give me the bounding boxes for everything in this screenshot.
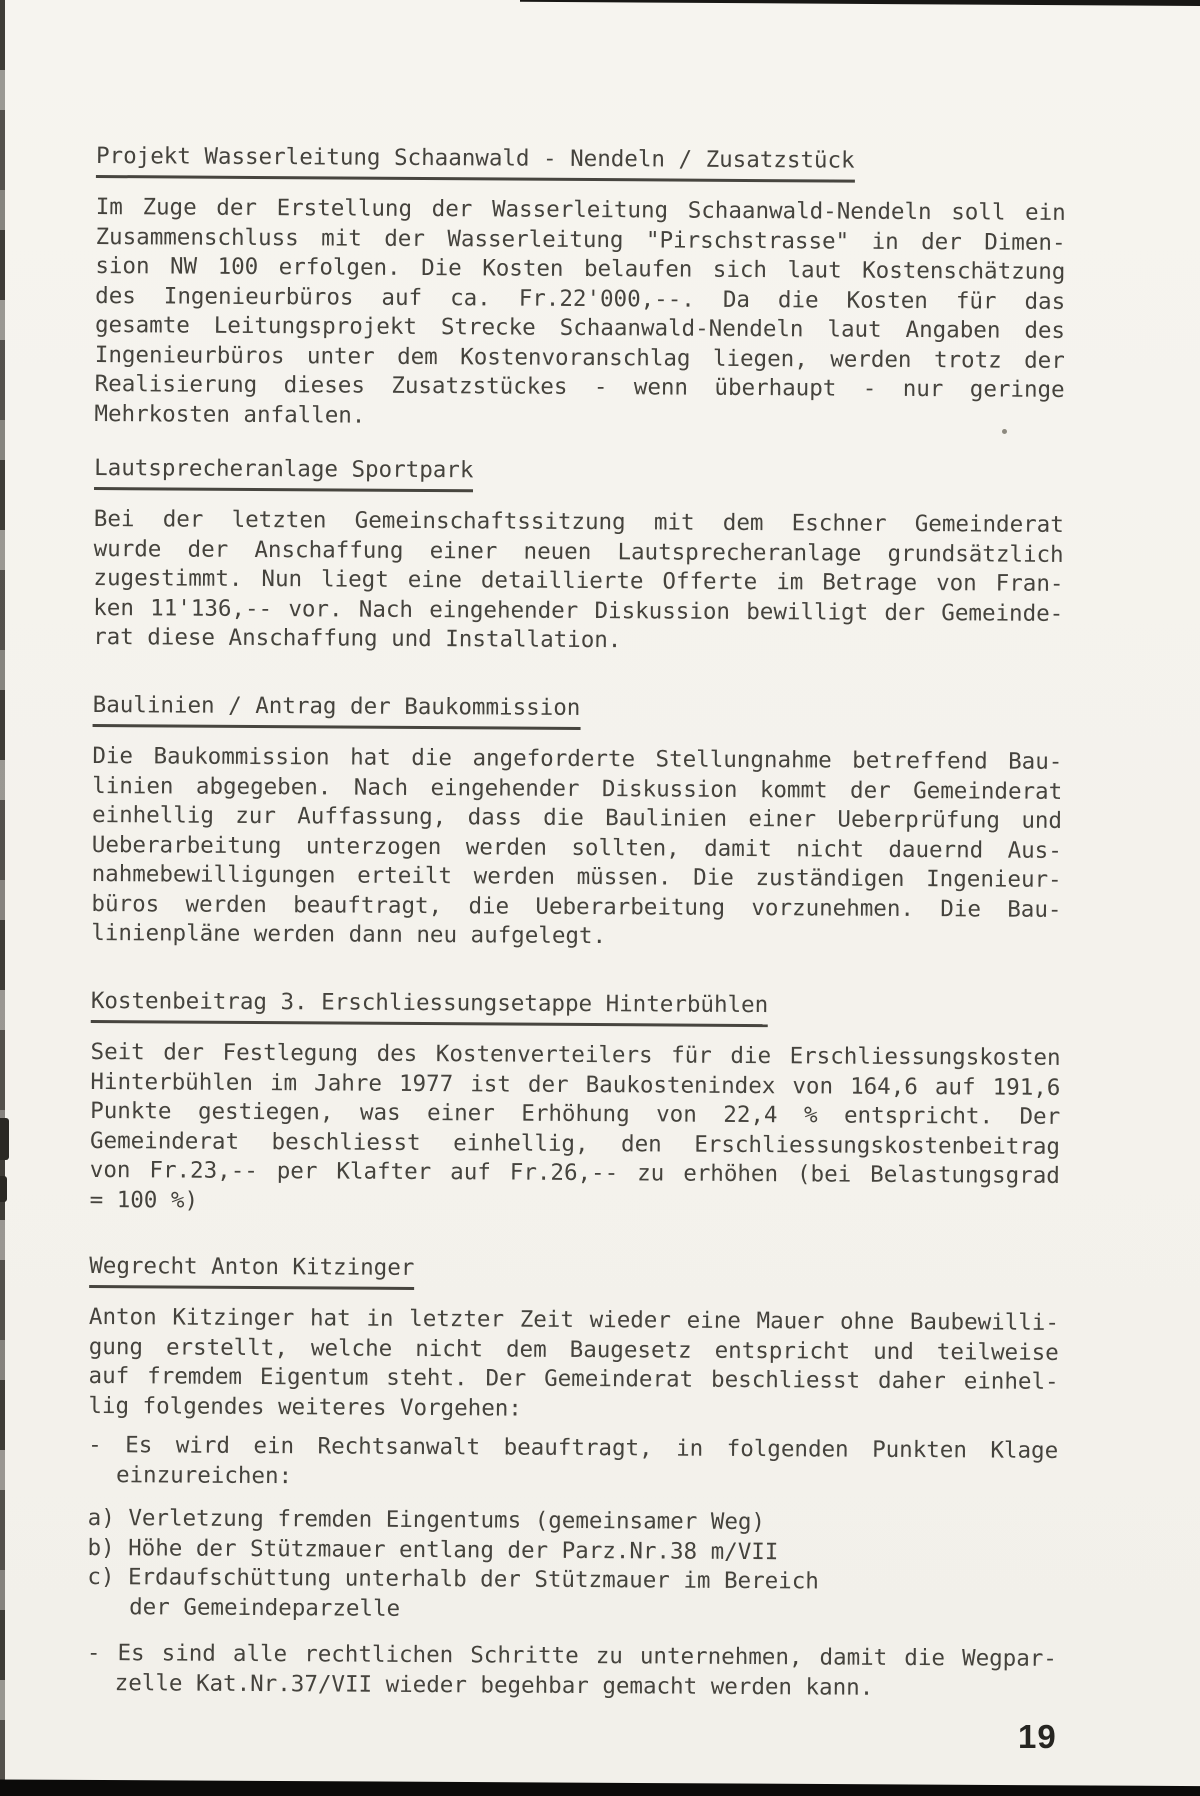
text-line: einhellig zur Auffassung, dass die Baulinien einer Ueberprüfung und — [91, 801, 1063, 834]
text-line: Mehrkosten anfallen. — [94, 400, 366, 429]
paragraph — [88, 1303, 1059, 1427]
text-line: Ingenieurbüros unter dem Kostenvoranschlag liegen, werden trotz der — [94, 341, 1065, 374]
text-line: - Es sind alle rechtlichen Schritte zu unternehmen, damit die Wegpar- — [86, 1639, 1057, 1672]
paragraph — [94, 193, 1065, 435]
paragraph — [91, 742, 1062, 954]
text-line: gung erstellt, welche nicht dem Baugesetz entspricht und teilweise — [88, 1333, 1059, 1366]
section-heading: Wegrecht Anton Kitzinger — [89, 1253, 414, 1290]
text-line: Seit der Festlegung des Kostenverteilers für die Erschliessungskosten — [90, 1038, 1061, 1071]
page-number: 19 — [1018, 1718, 1057, 1755]
text-line: Hinterbühlen im Jahre 1977 ist der Baukostenindex von 164,6 auf 191,6 — [90, 1068, 1061, 1101]
text-line: Im Zuge der Erstellung der Wasserleitung Schaanwald-Nendeln soll ein — [95, 193, 1066, 226]
text-line: Gemeinderat beschliesst einhellig, den Erschliessungskostenbeitrag — [89, 1127, 1061, 1160]
paragraph — [90, 1038, 1061, 1221]
section-heading-wrap — [96, 143, 855, 183]
text-line: Realisierung dieses Zusatzstückes - wenn überhaupt - nur geringe — [94, 370, 1065, 403]
section-heading: Lautsprecheranlage Sportpark — [94, 455, 474, 492]
text-line: zelle Kat.Nr.37/VII wieder begehbar gemacht werden kann. — [114, 1669, 874, 1701]
text-line: b) Höhe der Stützmauer entlang der Parz.Nr.38 m/VII — [87, 1534, 779, 1565]
text-line: der Gemeindeparzelle — [129, 1593, 401, 1622]
text-line: rat diese Anschaffung und Installation. — [93, 623, 622, 654]
text-line: zugestimmt. Nun liegt eine detaillierte Offerte im Betrage von Fran- — [93, 564, 1064, 597]
section-heading-wrap — [91, 988, 769, 1027]
paragraph — [93, 505, 1064, 658]
document-content — [86, 0, 1067, 1796]
text-line: sion NW 100 erfolgen. Die Kosten belaufen sich laut Kostenschätzung — [95, 252, 1066, 285]
section-heading-wrap — [89, 1253, 414, 1290]
text-line: a) Verletzung fremden Eingentums (gemeinsamer Weg) — [87, 1504, 766, 1536]
text-line: gesamte Leitungsprojekt Strecke Schaanwald-Nendeln laut Angaben des — [94, 311, 1066, 344]
text-line: c) Erdaufschüttung unterhalb der Stützmauer im Bereich — [87, 1563, 819, 1595]
text-line: auf fremdem Eigentum steht. Der Gemeinderat beschliesst daher einhel- — [88, 1362, 1059, 1395]
text-line: Die Baukommission hat die angeforderte Stellungnahme betreffend Bau- — [92, 742, 1063, 775]
text-line: einzureichen: — [115, 1461, 293, 1489]
section-heading: Projekt Wasserleitung Schaanwald - Nendeln / Zusatzstück — [96, 143, 855, 183]
text-line: Zusammenschluss mit der Wasserleitung "Pirschstrasse" in der Dimen- — [95, 223, 1066, 256]
text-line: linienpläne werden dann neu aufgelegt. — [91, 919, 607, 950]
text-line: linien abgegeben. Nach eingehender Diskussion kommt der Gemeinderat — [92, 772, 1063, 805]
section-heading-wrap — [93, 692, 581, 730]
text-line: ken 11'136,-- vor. Nach eingehender Diskussion bewilligt der Gemeinde- — [93, 594, 1064, 627]
scan-ink-blob — [0, 1176, 7, 1202]
section-heading-wrap — [94, 455, 474, 492]
lettered-list — [87, 1504, 1058, 1628]
text-line: von Fr.23,-- per Klafter auf Fr.26,-- zu erhöhen (bei Belastungsgrad — [89, 1156, 1060, 1189]
scan-left-edge-artifact — [0, 0, 5, 1784]
bullet-item — [88, 1431, 1058, 1496]
text-line: lig folgendes weiteres Vorgehen: — [88, 1392, 522, 1422]
bullet-item — [87, 1639, 1057, 1704]
text-line: wurde der Anschaffung einer neuen Lautsprecheranlage grundsätzlich — [93, 535, 1064, 568]
section-heading: Kostenbeitrag 3. Erschliessungsetappe Hinterbühlen — [91, 988, 769, 1027]
text-line: = 100 %) — [89, 1186, 199, 1214]
text-line: Punkte gestiegen, was einer Erhöhung von 22,4 % entspricht. Der — [90, 1097, 1061, 1130]
text-line: Anton Kitzinger hat in letzter Zeit wieder eine Mauer ohne Baubewilli- — [88, 1303, 1060, 1336]
text-line: büros werden beauftragt, die Ueberarbeitung vorzunehmen. Die Bau- — [91, 890, 1062, 923]
scan-ink-blob — [0, 1118, 9, 1160]
text-line: des Ingenieurbüros auf ca. Fr.22'000,--. Da die Kosten für das — [95, 282, 1066, 315]
text-line: Ueberarbeitung unterzogen werden sollten, damit nicht dauernd Aus- — [91, 831, 1062, 864]
section-heading: Baulinien / Antrag der Baukommission — [93, 692, 581, 730]
text-line: Bei der letzten Gemeinschaftssitzung mit dem Eschner Gemeinderat — [93, 505, 1064, 538]
text-line: nahmebewilligungen erteilt werden müssen. Die zuständigen Ingenieur- — [91, 860, 1062, 893]
text-line: - Es wird ein Rechtsanwalt beauftragt, in folgenden Punkten Klage — [88, 1431, 1059, 1464]
